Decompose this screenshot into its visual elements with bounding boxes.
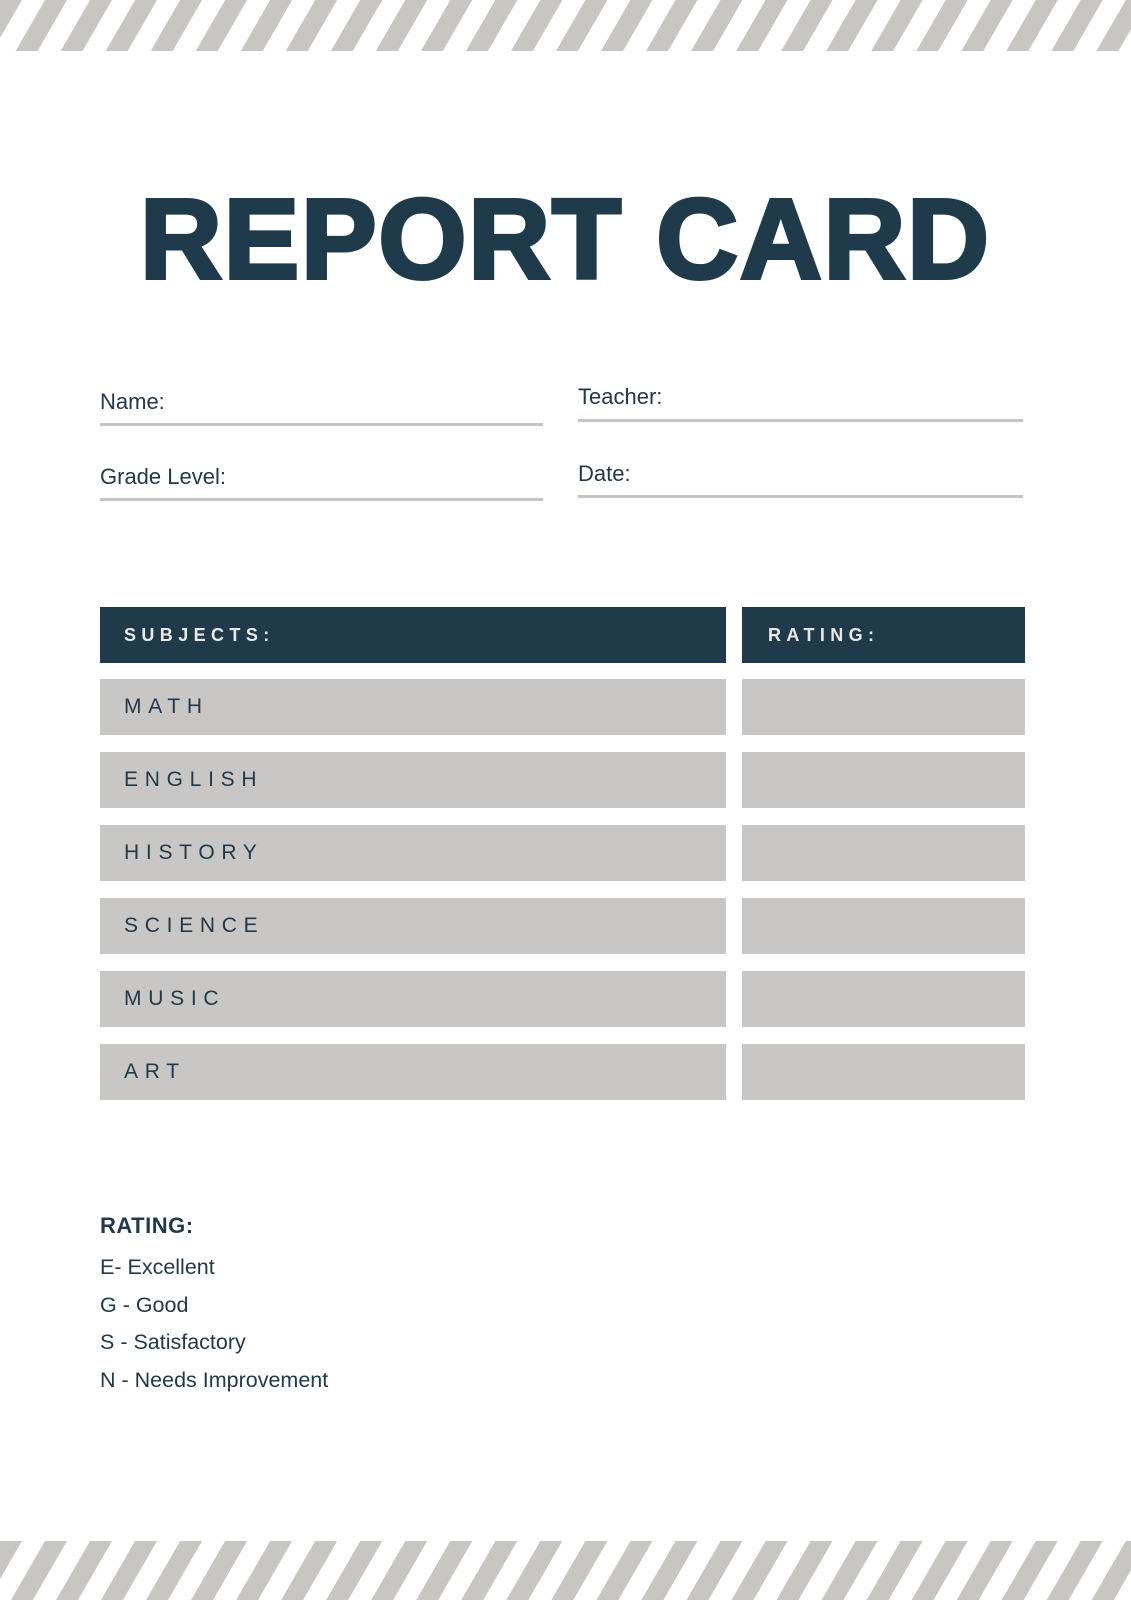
subject-cell-english	[100, 752, 726, 808]
legend-item-excellent: E- Excellent	[100, 1255, 215, 1279]
subject-cell-history	[100, 825, 726, 881]
name-fill-line[interactable]	[100, 423, 543, 426]
subject-cell-art	[100, 1044, 726, 1100]
legend-item-good: G - Good	[100, 1293, 189, 1317]
grade-level-label: Grade Level:	[100, 464, 226, 489]
rating-cell-science[interactable]	[742, 898, 1025, 954]
rating-cell-music[interactable]	[742, 971, 1025, 1027]
subject-label: SCIENCE	[124, 914, 265, 937]
date-fill-line[interactable]	[578, 495, 1023, 498]
legend-item-needs-improvement: N - Needs Improvement	[100, 1368, 329, 1392]
subject-cell-music	[100, 971, 726, 1027]
legend-item-satisfactory: S - Satisfactory	[100, 1330, 246, 1354]
subjects-header-cell	[100, 607, 726, 663]
rating-header-label: RATING:	[768, 624, 880, 645]
subjects-header-label: SUBJECTS:	[124, 624, 275, 645]
rating-cell-history[interactable]	[742, 825, 1025, 881]
name-label: Name:	[100, 389, 165, 414]
subject-cell-math	[100, 679, 726, 735]
subject-label: ART	[124, 1060, 186, 1083]
top-stripe-border	[0, 0, 1131, 51]
rating-cell-art[interactable]	[742, 1044, 1025, 1100]
subject-label: ENGLISH	[124, 768, 264, 791]
subject-label: MATH	[124, 695, 209, 718]
rating-legend-heading: RATING:	[100, 1213, 194, 1238]
rating-header-cell	[742, 607, 1025, 663]
teacher-label: Teacher:	[578, 384, 663, 409]
subject-label: HISTORY	[124, 841, 264, 864]
grade-level-fill-line[interactable]	[100, 498, 543, 501]
subject-label: MUSIC	[124, 987, 226, 1010]
date-label: Date:	[578, 461, 631, 486]
rating-cell-math[interactable]	[742, 679, 1025, 735]
teacher-fill-line[interactable]	[578, 419, 1023, 422]
page-title: REPORT CARD	[140, 176, 991, 302]
rating-cell-english[interactable]	[742, 752, 1025, 808]
bottom-stripe-border	[0, 1541, 1131, 1600]
subject-cell-science	[100, 898, 726, 954]
